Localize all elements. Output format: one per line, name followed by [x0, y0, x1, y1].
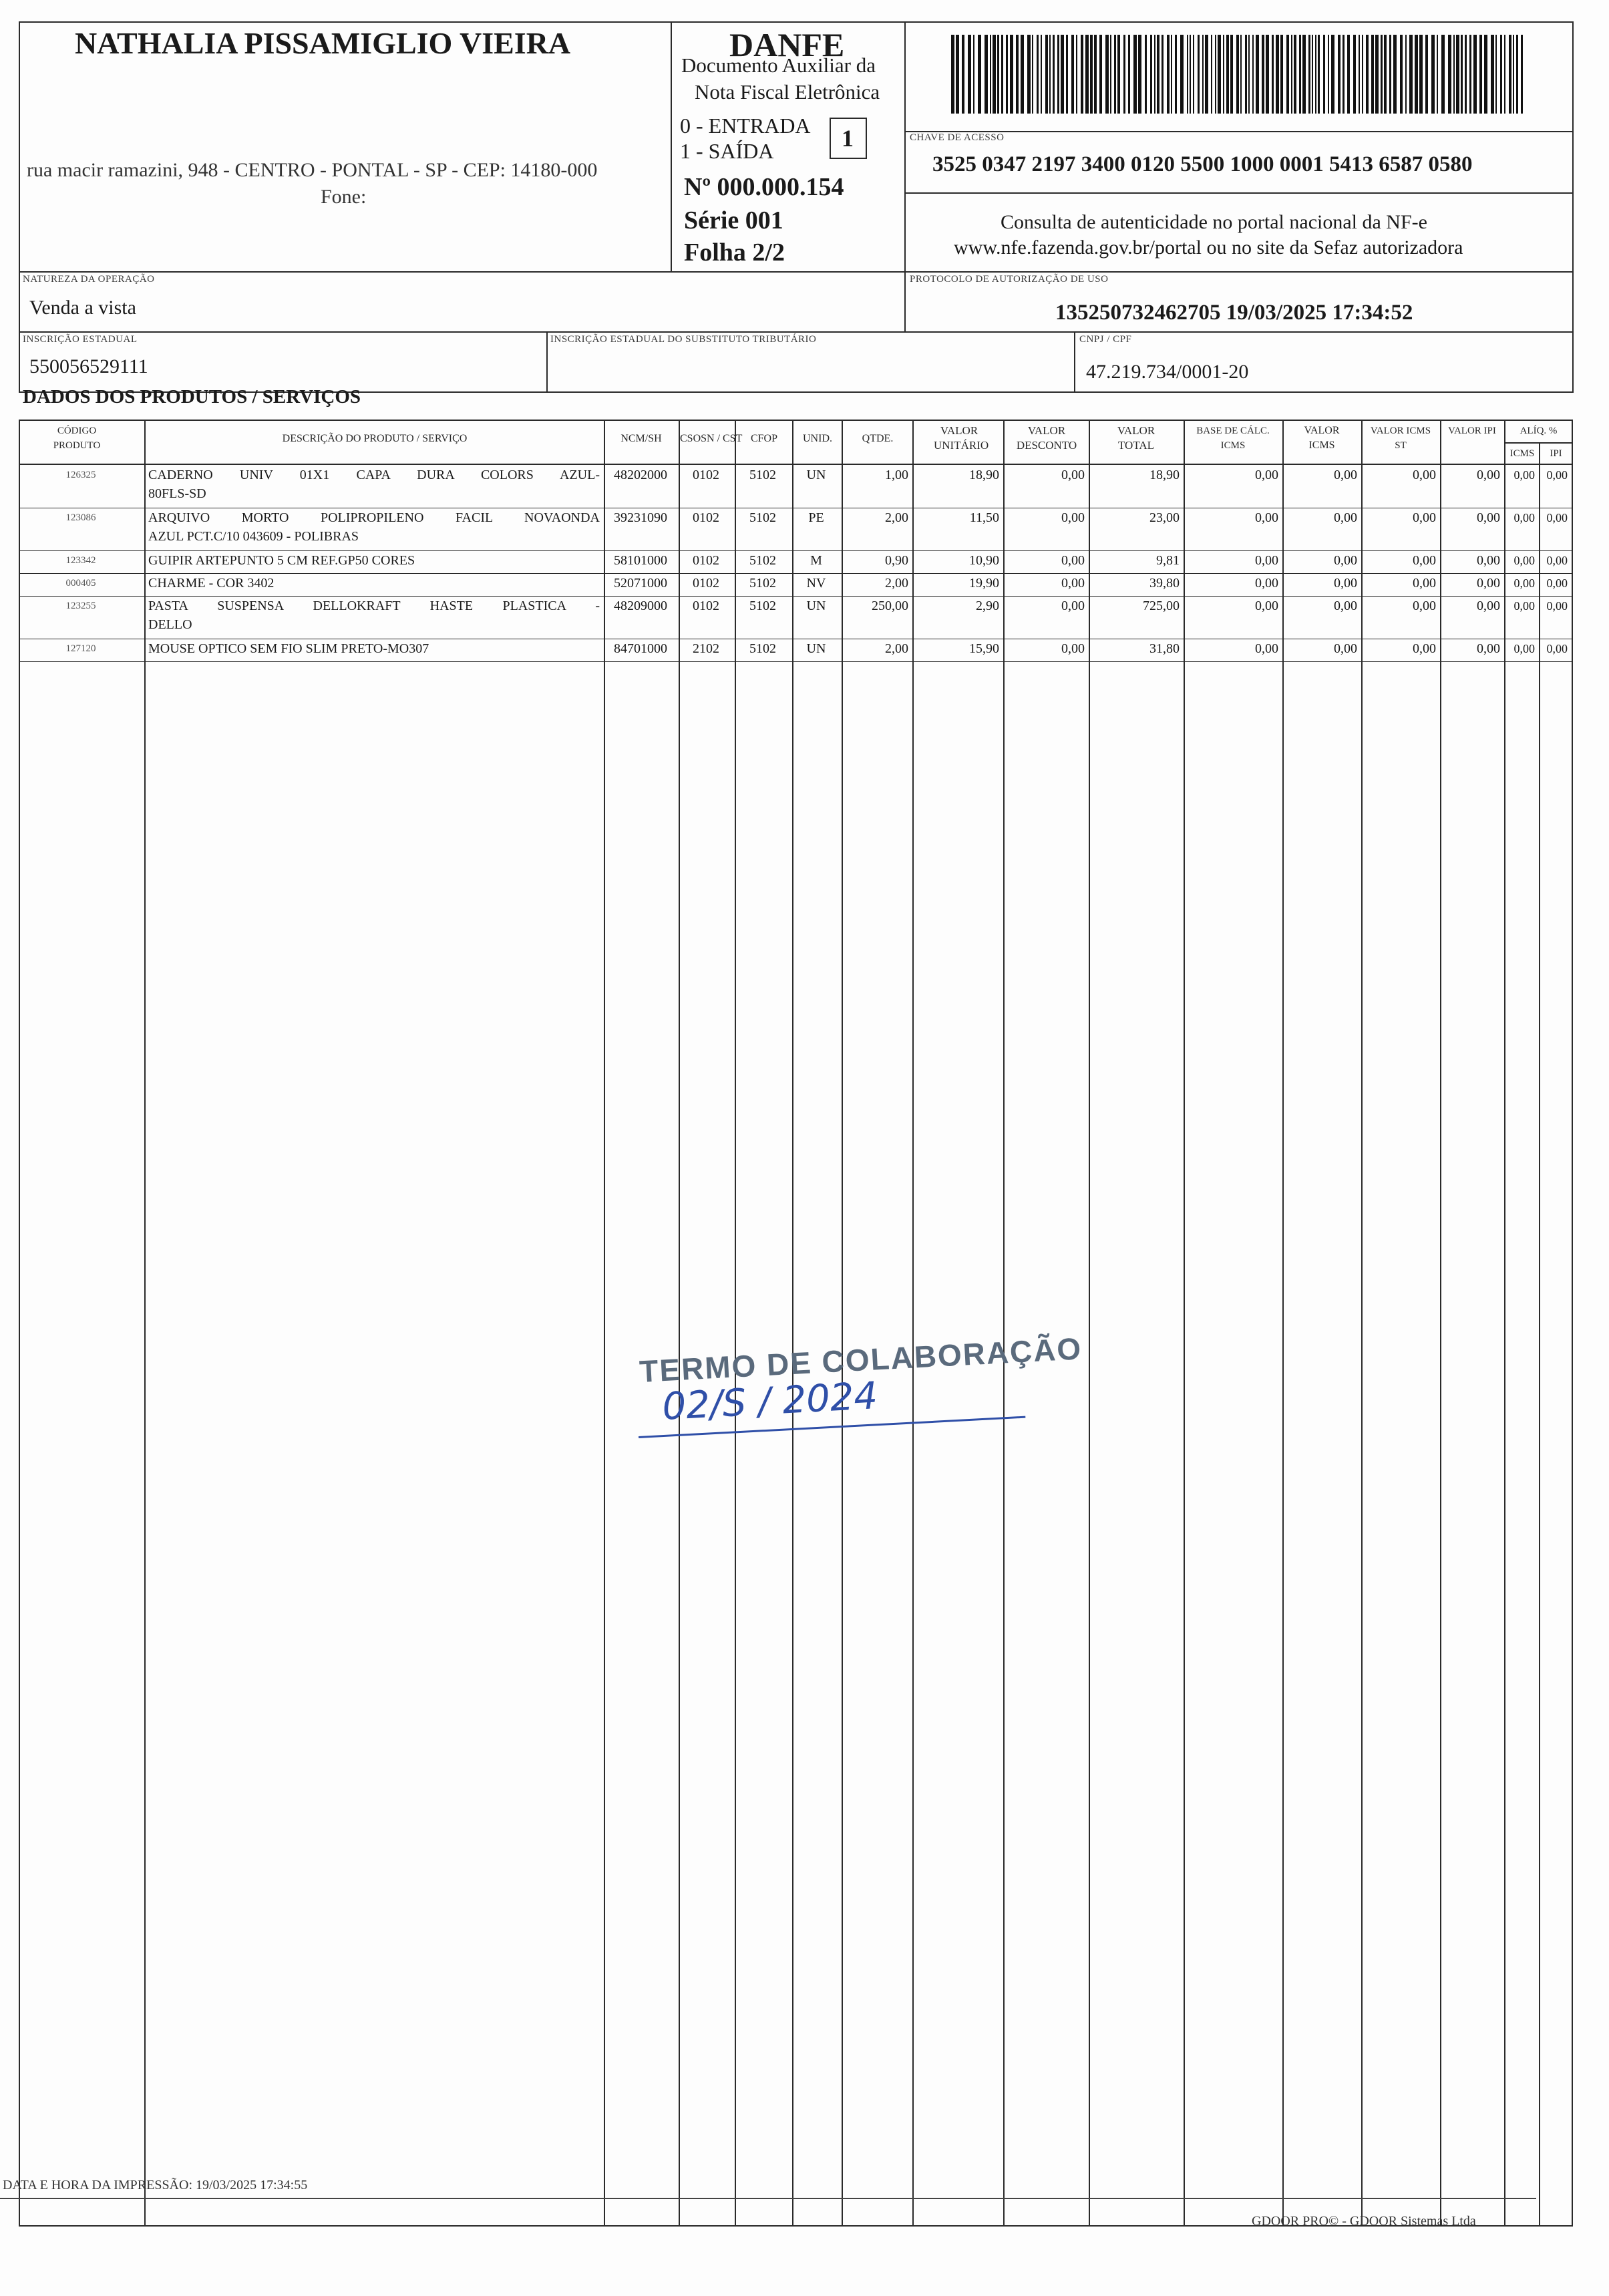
- cell-description: 80FLS-SD: [148, 486, 206, 501]
- barcode-bar: [1154, 35, 1155, 114]
- barcode-bar: [1504, 35, 1505, 114]
- products-table: [19, 420, 1573, 2227]
- cell-aicms: 0,00: [1513, 554, 1535, 567]
- barcode-bar: [1371, 35, 1374, 114]
- cell-vicms: 0,00: [1334, 599, 1357, 613]
- danfe-entrada: 0 - ENTRADA: [680, 114, 811, 138]
- cell-aipi: 0,00: [1546, 554, 1568, 567]
- barcode-bar: [1415, 35, 1418, 114]
- header-csosn: CSOSN / CST: [680, 433, 743, 444]
- software-credit: GDOOR PRO© - GDOOR Sistemas Ltda: [1252, 2214, 1476, 2229]
- barcode-bar: [1400, 35, 1403, 114]
- danfe-folha: Folha 2/2: [684, 238, 785, 267]
- cell-vipi: 0,00: [1477, 510, 1500, 525]
- cell-qtde: 1,00: [885, 468, 908, 482]
- danfe-numero: Nº 000.000.154: [684, 173, 844, 201]
- barcode-bar: [1016, 35, 1019, 114]
- cell-ncm: 52071000: [614, 576, 667, 591]
- cell-aipi: 0,00: [1546, 468, 1568, 482]
- barcode-bar: [1175, 35, 1177, 114]
- cell-vicmsst: 0,00: [1413, 641, 1436, 656]
- cell-description: AZUL PCT.C/10 043609 - POLIBRAS: [148, 529, 359, 544]
- barcode-bar: [1105, 35, 1109, 114]
- table-row: [19, 465, 1572, 508]
- barcode-bar: [1021, 35, 1024, 114]
- barcode-bar: [1010, 35, 1013, 114]
- barcode-bar: [1032, 35, 1033, 114]
- barcode-bar: [1294, 35, 1296, 114]
- row-separator: [19, 661, 1573, 662]
- table-row: [19, 508, 1572, 550]
- barcode-bar: [1299, 35, 1301, 114]
- issuer-phone-label: Fone:: [321, 186, 367, 208]
- barcode-bar: [1053, 35, 1055, 114]
- barcode-bar: [1057, 35, 1059, 114]
- danfe-saida: 1 - SAÍDA: [680, 139, 774, 163]
- cell-vdesc: 0,00: [1061, 641, 1085, 656]
- cell-cfop: 5102: [749, 553, 776, 568]
- barcode-bar: [1110, 35, 1111, 114]
- barcode-bar: [1347, 35, 1350, 114]
- cell-cfop: 5102: [749, 468, 776, 482]
- header-cfop: CFOP: [750, 433, 778, 444]
- header-vicmsst: VALOR ICMS ST: [1370, 426, 1431, 451]
- barcode-bar: [1114, 35, 1116, 114]
- cell-vipi: 0,00: [1477, 599, 1500, 613]
- chave-value: 3525 0347 2197 3400 0120 5500 1000 0001 5413 6587 0580: [932, 152, 1473, 176]
- cell-vipi: 0,00: [1477, 641, 1500, 656]
- cell-vunit: 11,50: [969, 510, 999, 525]
- barcode-bar: [997, 35, 999, 114]
- barcode-bar: [1066, 35, 1068, 114]
- barcode-bar: [1479, 35, 1482, 114]
- barcode-bar: [1218, 35, 1221, 114]
- barcode-bar: [1240, 35, 1242, 114]
- cell-vunit: 18,90: [969, 468, 999, 482]
- barcode-bar: [1513, 35, 1514, 114]
- cell-aicms: 0,00: [1513, 599, 1535, 613]
- barcode-bar: [1272, 35, 1274, 114]
- header-aliq: ALÍQ. %: [1519, 426, 1558, 436]
- barcode-bar: [1041, 35, 1042, 114]
- cell-codigo: 123086: [65, 512, 96, 523]
- cell-ncm: 58101000: [614, 553, 667, 568]
- cell-vicmsst: 0,00: [1413, 468, 1436, 482]
- barcode-bar: [1338, 35, 1340, 114]
- barcode-bar: [1375, 35, 1379, 114]
- barcode-bar: [1280, 35, 1283, 114]
- barcode-bar: [1187, 35, 1188, 114]
- natureza-value: Venda a vista: [29, 297, 136, 319]
- barcode-bar: [1343, 35, 1345, 114]
- cell-vtotal: 23,00: [1149, 510, 1180, 525]
- barcode-bar: [1252, 35, 1254, 114]
- cell-vtotal: 9,81: [1156, 553, 1180, 568]
- barcode-bar: [1318, 35, 1320, 114]
- barcode-bar: [1389, 35, 1391, 114]
- cell-aicms: 0,00: [1513, 511, 1535, 524]
- cell-vicmsst: 0,00: [1413, 576, 1436, 591]
- cnpj-value: 47.219.734/0001-20: [1086, 361, 1249, 383]
- cell-qtde: 2,00: [885, 641, 908, 656]
- barcode-bar: [956, 35, 959, 114]
- cell-vicms: 0,00: [1334, 553, 1357, 568]
- cell-csosn: 0102: [693, 468, 719, 482]
- cell-bc: 0,00: [1255, 510, 1278, 525]
- cell-csosn: 0102: [693, 510, 719, 525]
- cell-description: CHARME - COR 3402: [148, 576, 275, 591]
- table-row: [19, 639, 1572, 661]
- barcode-bar: [1090, 35, 1093, 114]
- barcode-bar: [1461, 35, 1463, 114]
- cell-vtotal: 31,80: [1149, 641, 1180, 656]
- barcode-bar: [1353, 35, 1356, 114]
- barcode-bar: [968, 35, 971, 114]
- barcode-bar: [1331, 35, 1334, 114]
- header-codigo: CÓDIGO PRODUTO: [53, 426, 101, 451]
- cell-description: GUIPIR ARTEPUNTO 5 CM REF.GP50 CORES: [148, 553, 415, 568]
- cell-bc: 0,00: [1255, 468, 1278, 482]
- barcode-bar: [1286, 35, 1289, 114]
- header-ncm: NCM/SH: [620, 433, 662, 444]
- barcode-bar: [1500, 35, 1502, 114]
- cell-vdesc: 0,00: [1061, 468, 1085, 482]
- cell-description: CADERNO UNIV 01X1 CAPA DURA COLORS AZUL-: [148, 468, 600, 482]
- header-bc: BASE DE CÁLC. ICMS: [1196, 426, 1270, 451]
- cell-codigo: 126325: [65, 470, 96, 480]
- barcode-bar: [1230, 35, 1233, 114]
- barcode-bar: [1045, 35, 1048, 114]
- header-descricao: DESCRIÇÃO DO PRODUTO / SERVIÇO: [282, 433, 468, 444]
- table-row: [19, 550, 1572, 573]
- header-vipi: VALOR IPI: [1448, 426, 1496, 436]
- cell-qtde: 2,00: [885, 576, 908, 591]
- barcode-bar: [1215, 35, 1216, 114]
- cell-vunit: 10,90: [969, 553, 999, 568]
- barcode-bar: [1437, 35, 1438, 114]
- cell-vicms: 0,00: [1334, 641, 1357, 656]
- barcode-bar: [993, 35, 996, 114]
- ie-value: 550056529111: [29, 355, 148, 377]
- barcode-bar: [1302, 35, 1306, 114]
- print-datetime: DATA E HORA DA IMPRESSÃO: 19/03/2025 17:34:55: [3, 2178, 308, 2192]
- barcode-bar: [985, 35, 988, 114]
- cell-vipi: 0,00: [1477, 576, 1500, 591]
- cell-vtotal: 39,80: [1149, 576, 1180, 591]
- barcode-bar: [1094, 35, 1097, 114]
- barcode-bar: [1027, 35, 1031, 114]
- danfe-subtitle-1: Documento Auxiliar da: [681, 53, 876, 77]
- barcode-bar: [1441, 35, 1445, 114]
- barcode-bar: [1491, 35, 1494, 114]
- cell-unid: UN: [806, 599, 826, 613]
- barcode-bar: [1381, 35, 1383, 114]
- barcode-bar: [1262, 35, 1264, 114]
- barcode-bar: [1291, 35, 1292, 114]
- header-vdesc: VALOR DESCONTO: [1016, 424, 1077, 452]
- table-row: [19, 596, 1572, 639]
- barcode-bar: [1431, 35, 1435, 114]
- issuer-name: NATHALIA PISSAMIGLIO VIEIRA: [75, 26, 571, 60]
- cell-vicmsst: 0,00: [1413, 553, 1436, 568]
- header-qtde: QTDE.: [862, 433, 894, 444]
- barcode-bar: [1495, 35, 1497, 114]
- barcode-bar: [1323, 35, 1325, 114]
- cell-vunit: 2,90: [976, 599, 999, 613]
- barcode-bar: [962, 35, 964, 114]
- cell-csosn: 0102: [693, 553, 719, 568]
- cnpj-label: CNPJ / CPF: [1079, 334, 1132, 345]
- barcode-bar: [1315, 35, 1316, 114]
- header-aliq-icms: ICMS: [1509, 448, 1535, 459]
- cell-unid: M: [810, 553, 822, 568]
- cell-codigo: 000405: [65, 578, 96, 589]
- cell-aipi: 0,00: [1546, 511, 1568, 524]
- header-vtotal: VALOR TOTAL: [1117, 424, 1155, 452]
- barcode-bar: [1071, 35, 1074, 114]
- cell-codigo: 123255: [65, 601, 96, 611]
- barcode-bar: [1180, 35, 1184, 114]
- cell-unid: UN: [806, 468, 826, 482]
- barcode-bar: [1359, 35, 1360, 114]
- cell-vdesc: 0,00: [1061, 553, 1085, 568]
- cell-description: MOUSE OPTICO SEM FIO SLIM PRETO-MO307: [148, 641, 429, 656]
- barcode-bar: [1037, 35, 1039, 114]
- cell-qtde: 250,00: [872, 599, 908, 613]
- cell-ncm: 39231090: [614, 510, 667, 525]
- ie-label: INSCRIÇÃO ESTADUAL: [23, 334, 138, 345]
- danfe-serie: Série 001: [684, 206, 783, 234]
- barcode-bar: [1171, 35, 1172, 114]
- barcode-bar: [1419, 35, 1423, 114]
- barcode-bar: [1405, 35, 1407, 114]
- barcode-bar: [1245, 35, 1247, 114]
- barcode-bar: [1362, 35, 1363, 114]
- table-row: [19, 573, 1572, 596]
- protocolo-value: 135250732462705 19/03/2025 17:34:52: [1055, 301, 1413, 325]
- barcode-bar: [1157, 35, 1159, 114]
- barcode-bar: [1226, 35, 1229, 114]
- barcode-image: [951, 35, 1526, 114]
- cell-vdesc: 0,00: [1061, 599, 1085, 613]
- barcode-bar: [1473, 35, 1477, 114]
- header-vicms: VALOR ICMS: [1304, 425, 1340, 451]
- cell-codigo: 127120: [65, 643, 96, 654]
- barcode-bar: [1138, 35, 1141, 114]
- chave-label: CHAVE DE ACESSO: [910, 132, 1005, 143]
- cell-csosn: 0102: [693, 599, 719, 613]
- barcode-bar: [1128, 35, 1130, 114]
- cell-vicms: 0,00: [1334, 576, 1357, 591]
- cell-aicms: 0,00: [1513, 468, 1535, 482]
- consulta-line-1: Consulta de autenticidade no portal nacional da NF-e: [1001, 211, 1427, 233]
- cell-vunit: 19,90: [969, 576, 999, 591]
- cell-qtde: 0,90: [885, 553, 908, 568]
- cell-description: DELLO: [148, 617, 192, 632]
- barcode-bar: [1456, 35, 1459, 114]
- barcode-bar: [1484, 35, 1487, 114]
- cell-vipi: 0,00: [1477, 468, 1500, 482]
- cell-cfop: 5102: [749, 510, 776, 525]
- barcode-bar: [1366, 35, 1369, 114]
- cell-vdesc: 0,00: [1061, 576, 1085, 591]
- barcode-bar: [1193, 35, 1194, 114]
- barcode-bar: [1425, 35, 1428, 114]
- barcode-bar: [1198, 35, 1200, 114]
- barcode-bar: [1001, 35, 1003, 114]
- cell-vicmsst: 0,00: [1413, 599, 1436, 613]
- barcode-bar: [1099, 35, 1102, 114]
- barcode-bar: [1465, 35, 1467, 114]
- barcode-bar: [1276, 35, 1279, 114]
- cell-vtotal: 18,90: [1149, 468, 1180, 482]
- barcode-bar: [1076, 35, 1077, 114]
- barcode-bar: [1161, 35, 1164, 114]
- barcode-bar: [1123, 35, 1125, 114]
- barcode-bar: [973, 35, 974, 114]
- protocolo-label: PROTOCOLO DE AUTORIZAÇÃO DE USO: [910, 274, 1109, 285]
- barcode-bar: [978, 35, 981, 114]
- barcode-bar: [1085, 35, 1089, 114]
- barcode-bar: [1150, 35, 1152, 114]
- barcode-bar: [1223, 35, 1224, 114]
- cell-cfop: 5102: [749, 599, 776, 613]
- barcode-bar: [1393, 35, 1397, 114]
- cell-vicms: 0,00: [1334, 468, 1357, 482]
- barcode-bar: [1211, 35, 1212, 114]
- barcode-bar: [1049, 35, 1051, 114]
- barcode-bar: [1145, 35, 1147, 114]
- cell-bc: 0,00: [1255, 553, 1278, 568]
- cell-unid: PE: [808, 510, 824, 525]
- cell-description: PASTA SUSPENSA DELLOKRAFT HASTE PLASTICA -: [148, 599, 600, 613]
- barcode-bar: [951, 35, 954, 114]
- cell-vicmsst: 0,00: [1413, 510, 1436, 525]
- barcode-bar: [1509, 35, 1511, 114]
- barcode-bar: [1117, 35, 1120, 114]
- cell-aipi: 0,00: [1546, 642, 1568, 655]
- section-title: DADOS DOS PRODUTOS / SERVIÇOS: [23, 386, 361, 407]
- header-unid: UNID.: [803, 433, 832, 444]
- barcode-bar: [1205, 35, 1208, 114]
- barcode-bar: [990, 35, 991, 114]
- barcode-bar: [1006, 35, 1008, 114]
- cell-ncm: 48202000: [614, 468, 667, 482]
- cell-cfop: 5102: [749, 576, 776, 591]
- barcode-bar: [1266, 35, 1269, 114]
- cell-description: ARQUIVO MORTO POLIPROPILENO FACIL NOVAONDA: [148, 510, 600, 525]
- barcode-bar: [1516, 35, 1518, 114]
- cell-vunit: 15,90: [969, 641, 999, 656]
- barcode-bar: [1521, 35, 1523, 114]
- cell-vdesc: 0,00: [1061, 510, 1085, 525]
- barcode-bar: [1248, 35, 1250, 114]
- cell-ncm: 84701000: [614, 641, 667, 656]
- natureza-label: NATUREZA DA OPERAÇÃO: [23, 274, 155, 285]
- issuer-address: rua macir ramazini, 948 - CENTRO - PONTAL - SP - CEP: 14180-000: [27, 159, 598, 181]
- barcode-bar: [1202, 35, 1204, 114]
- barcode-bar: [1384, 35, 1387, 114]
- barcode-bar: [1409, 35, 1413, 114]
- cell-qtde: 2,00: [885, 510, 908, 525]
- collaboration-stamp: TERMO DE COLABORAÇÃO: [639, 1331, 1083, 1389]
- barcode-bar: [1256, 35, 1259, 114]
- barcode-bar: [1167, 35, 1170, 114]
- cell-vicms: 0,00: [1334, 510, 1357, 525]
- cell-unid: UN: [806, 641, 826, 656]
- barcode-bar: [1190, 35, 1191, 114]
- cell-csosn: 2102: [693, 641, 719, 656]
- cell-aipi: 0,00: [1546, 599, 1568, 613]
- cell-unid: NV: [806, 576, 826, 591]
- cell-ncm: 48209000: [614, 599, 667, 613]
- barcode-bar: [1453, 35, 1455, 114]
- barcode-bar: [1308, 35, 1310, 114]
- cell-bc: 0,00: [1255, 576, 1278, 591]
- ie-st-label: INSCRIÇÃO ESTADUAL DO SUBSTITUTO TRIBUTÁRIO: [550, 334, 817, 345]
- barcode-bar: [1133, 35, 1137, 114]
- barcode-bar: [1236, 35, 1239, 114]
- footer-rule: [0, 2198, 1536, 2199]
- barcode-bar: [1469, 35, 1471, 114]
- cell-vipi: 0,00: [1477, 553, 1500, 568]
- consulta-line-2: www.nfe.fazenda.gov.br/portal ou no site da Sefaz autorizadora: [954, 236, 1463, 259]
- stamp-handwritten-date: 02/S / 2024: [661, 1374, 879, 1429]
- cell-vtotal: 725,00: [1143, 599, 1180, 613]
- cell-csosn: 0102: [693, 576, 719, 591]
- barcode-bar: [1081, 35, 1083, 114]
- cell-aicms: 0,00: [1513, 642, 1535, 655]
- danfe-subtitle-2: Nota Fiscal Eletrônica: [695, 80, 880, 104]
- barcode-bar: [1061, 35, 1064, 114]
- cell-codigo: 123342: [65, 555, 96, 566]
- danfe-tipo: 1: [842, 125, 854, 152]
- barcode-bar: [1328, 35, 1329, 114]
- cell-bc: 0,00: [1255, 641, 1278, 656]
- cell-bc: 0,00: [1255, 599, 1278, 613]
- header-vunit: VALOR UNITÁRIO: [934, 424, 989, 452]
- cell-aicms: 0,00: [1513, 577, 1535, 590]
- header-aliq-ipi: IPI: [1550, 448, 1562, 459]
- danfe-title: DANFE: [729, 26, 845, 63]
- cell-aipi: 0,00: [1546, 577, 1568, 590]
- barcode-bar: [1448, 35, 1451, 114]
- cell-cfop: 5102: [749, 641, 776, 656]
- barcode-bar: [1312, 35, 1313, 114]
